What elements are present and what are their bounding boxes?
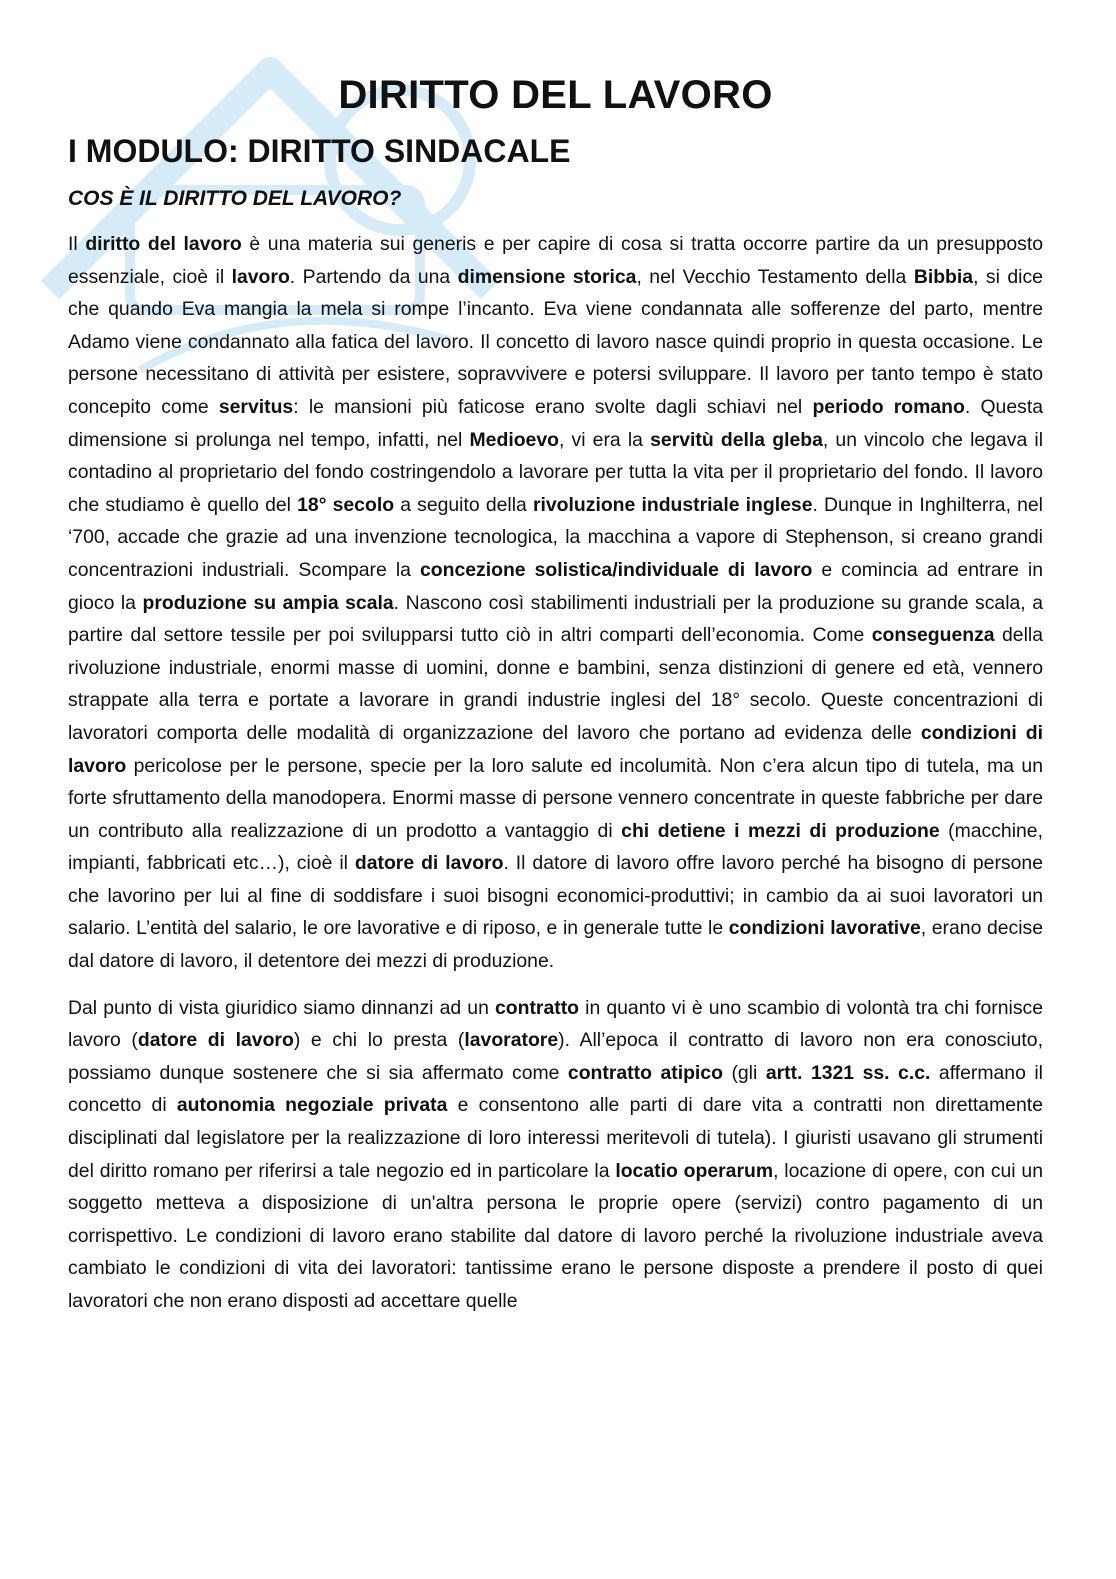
text-run: . Dunque in Inghilterra, nel ‘700, accade che grazie ad una invenzione tecnologica, la macchina a vapore di Stephenson, si creano grandi concentrazioni industriali. Scompare la [68,493,1043,581]
paragraph [68,992,1043,1318]
bold-term: rivoluzione industriale inglese [532,493,813,516]
text-run: , nel Vecchio Testamento della [636,265,914,288]
bold-term: condizioni di lavoro [68,721,1043,777]
text-run: Dal punto di vista giuridico siamo dinnanzi ad un [68,996,495,1019]
text-run: Il [68,233,86,255]
bold-term: concezione solistica/individuale di lavoro [419,558,813,581]
bold-term: 18° secolo [297,493,395,516]
body-text [68,228,1043,1318]
text-run: , vi era la [558,428,651,451]
bold-term: periodo romano [812,395,965,418]
text-run: (macchine, impianti, fabbricati etc…), cioè il [68,819,1043,875]
text-run: affermano il concetto di [68,1061,1043,1117]
bold-term: datore di lavoro [137,1029,294,1052]
bold-term: produzione su ampia scala [142,591,394,614]
text-run: , erano decise dal datore di lavoro, il detentore dei mezzi di produzione. [68,917,1044,973]
bold-term: chi detiene i mezzi di produzione [621,819,940,842]
paragraph [68,228,1043,978]
text-run: . Questa dimensione si prolunga nel tempo, infatti, nel [68,395,1043,451]
document-page [68,68,1043,1318]
text-run: : le mansioni più faticose erano svolte dagli schiavi nel [293,395,813,418]
text-run: pericolose per le persone, specie per la loro salute ed incolumità. Non c’era alcun tipo di tutela, ma un forte sfruttamento della manodopera. Enormi masse di persone vennero concentrate in queste fabbriche per dare un contributo alla realizzazione di un prodotto a vantaggio di [68,754,1043,842]
bold-term: contratto atipico [567,1061,723,1084]
text-run: , un vincolo che legava il contadino al proprietario del fondo costringendolo a lavorare per tutta la vita per il proprietario del fondo. Il lavoro che studiamo è quello del [68,428,1044,516]
text-run: , si dice che quando Eva mangia la mela si rompe l’incanto. Eva viene condannata alle sofferenze del parto, mentre Adamo viene condannato alla fatica del lavoro. Il concetto di lavoro nasce quindi proprio in questa occasione. Le persone necessitano di attività per esistere, sopravvivere e potersi sviluppare. Il lavoro per tanto tempo è stato concepito come [68,265,1043,418]
text-run: e consentono alle parti di dare vita a contratti non direttamente disciplinati dal legislatore per la realizzazione di loro interessi meritevoli di tutela). I giuristi usavano gli strumenti del diritto romano per riferirsi a tale negozio ed in particolare la [68,1094,1043,1182]
bold-term: autonomia negoziale privata [176,1094,448,1117]
text-run: . Nascono così stabilimenti industriali per la produzione su grande scala, a partire dal settore tessile per poi svilupparsi tutto ciò in altri comparti dell’economia. Come [68,591,1043,647]
document-title: DIRITTO DEL LAVORO [338,73,773,117]
text-run: e comincia ad entrare in gioco la [68,558,1043,614]
bold-term: contratto [494,996,580,1019]
text-run: . Partendo da una [289,265,458,288]
bold-term: lavoratore [464,1029,559,1052]
bold-term: servitù della gleba [650,428,823,451]
bold-term: conseguenza [871,624,995,647]
text-run: ) e chi lo presta ( [293,1029,465,1052]
text-run: , locazione di opere, con cui un soggetto metteva a disposizione di un'altra persona le proprie opere (servizi) contro pagamento di un corrispettivo. Le condizioni di lavoro erano stabilite dal datore di lavoro perché la rivoluzione industriale aveva cambiato le condizioni di vita dei lavoratori: tantissime erano le persone disposte a prendere il posto di quei lavoratori che non erano disposti ad accettare quelle [68,1159,1044,1312]
bold-term: artt. 1321 ss. c.c. [765,1061,931,1084]
bold-term: locatio operarum [615,1159,774,1182]
module-title: I MODULO: DIRITTO SINDACALE [68,133,571,169]
bold-term: servitus [218,395,294,418]
text-run: è una materia sui generis e per capire di cosa si tratta occorre partire da un presupposto essenziale, cioè il [68,233,1044,288]
text-run: . Il datore di lavoro offre lavoro perché ha bisogno di persone che lavorino per lui al fine di soddisfare i suoi bisogni economici-produttivi; in cambio da ai suoi lavoratori un salario. L’entità del salario, le ore lavorative e di riposo, e in generale tutte le [68,852,1043,940]
text-run: della rivoluzione industriale, enormi masse di uomini, donne e bambini, senza distinzioni di genere ed età, vennero strappate alla terra e portate a lavorare in grandi industrie inglesi del 18° secolo. Queste concentrazioni di lavoratori comporta delle modalità di organizzazione del lavoro che portano ad evidenza delle [68,624,1043,744]
bold-term: Bibbia [913,265,974,288]
bold-term: lavoro [231,265,290,288]
bold-term: dimensione storica [457,265,637,288]
text-run: ). All’epoca il contratto di lavoro non era conosciuto, possiamo dunque sostenere che si sia affermato come [68,1029,1043,1084]
text-run: a seguito della [394,493,533,516]
text-run: (gli [722,1061,766,1084]
bold-term: datore di lavoro [354,852,504,875]
bold-term: diritto del lavoro [85,233,242,255]
section-title: COS È IL DIRITTO DEL LAVORO? [68,187,402,210]
text-run: in quanto vi è uno scambio di volontà tra chi fornisce lavoro ( [68,996,1044,1052]
bold-term: Medioevo [469,428,559,451]
bold-term: condizioni lavorative [728,917,921,940]
